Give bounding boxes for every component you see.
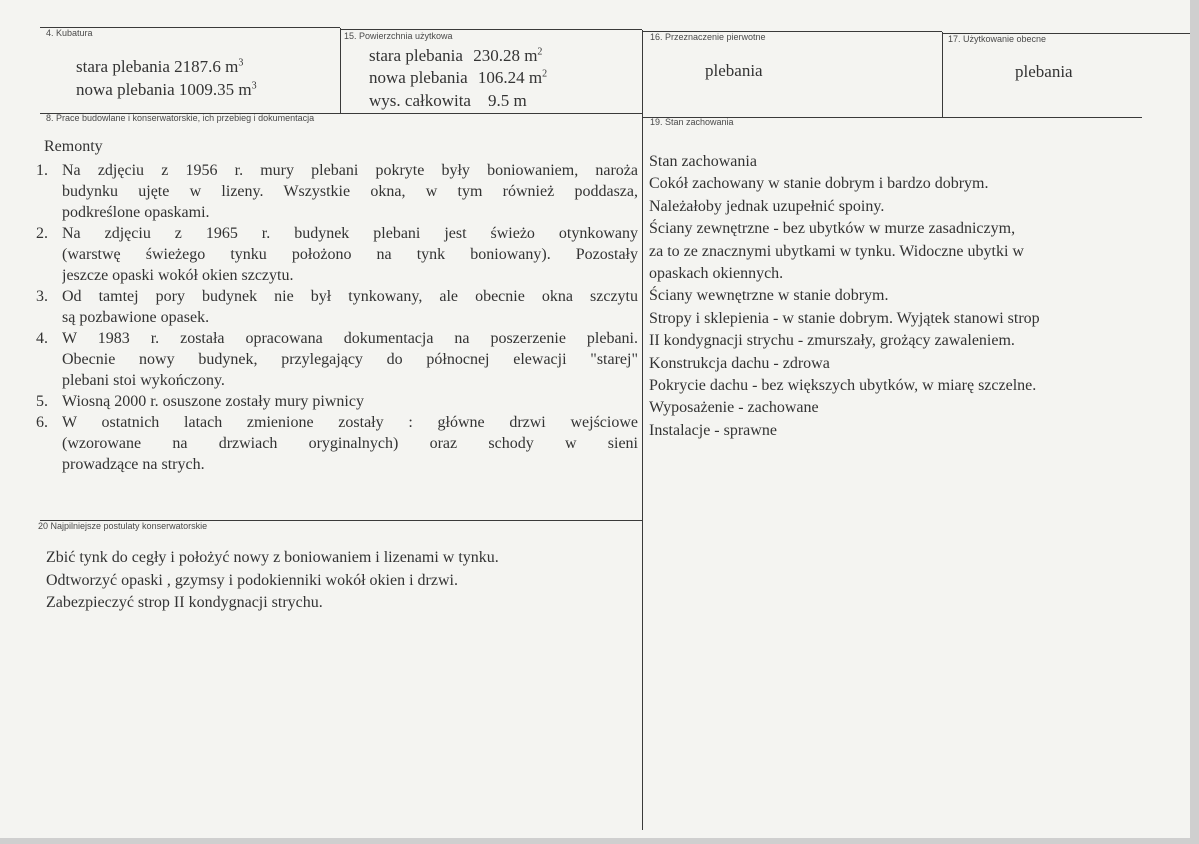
stan-line: Cokół zachowany w stanie dobrym i bardzo dobrym. bbox=[649, 175, 989, 193]
right-edge-shadow bbox=[1190, 0, 1199, 844]
powierzchnia-line-3: wys. całkowita 9.5 m bbox=[369, 91, 527, 110]
stan-line: opaskach okiennych. bbox=[649, 264, 784, 282]
postulaty-line: Odtworzyć opaski , gzymsy i podokienniki wokół okien i drzwi. bbox=[46, 571, 458, 589]
prace-item bbox=[36, 391, 638, 412]
powierzchnia-exponent: 2 bbox=[542, 68, 548, 80]
kubatura-line-2 bbox=[76, 80, 257, 100]
prace-item-number: 4. bbox=[36, 330, 48, 347]
stan-line: Stropy i sklepienia - w stanie dobrym. Wyjątek stanowi strop bbox=[649, 309, 1040, 327]
uzytkowanie-label: 17. Użytkowanie obecne bbox=[948, 34, 1047, 44]
prace-item-line: prowadzące na strych. bbox=[62, 456, 205, 473]
prace-label: 8. Prace budowlane i konserwatorskie, ich przebieg i dokumentacja bbox=[46, 113, 315, 123]
column-divider bbox=[340, 28, 341, 114]
prace-item-line: Obecnie nowy budynek, przylegający do północnej elewacji "starej" bbox=[62, 351, 638, 368]
stan-line: Należałoby jednak uzupełnić spoiny. bbox=[649, 197, 885, 215]
przeznaczenie-value: plebania bbox=[705, 61, 763, 80]
powierzchnia-line-2 bbox=[369, 68, 547, 88]
prace-item-line: W ostatnich latach zmienione zostały : główne drzwi wejściowe bbox=[62, 414, 638, 431]
prace-item bbox=[36, 160, 638, 223]
prace-item-line: plebani stoi wykończony. bbox=[62, 372, 225, 389]
stan-line: II kondygnacji strychu - zmurszały, grożący zawaleniem. bbox=[649, 332, 1015, 350]
powierzchnia-line-1 bbox=[369, 46, 542, 66]
prace-item-number: 6. bbox=[36, 414, 48, 431]
top-row-divider bbox=[340, 29, 642, 30]
stan-line: Ściany wewnętrzne w stanie dobrym. bbox=[649, 287, 889, 305]
stan-line: Instalacje - sprawne bbox=[649, 421, 777, 439]
prace-item-number: 3. bbox=[36, 288, 48, 305]
prace-item-line: jeszcze opaski wokół okien szczytu. bbox=[62, 267, 294, 284]
prace-item bbox=[36, 328, 638, 391]
przeznaczenie-label: 16. Przeznaczenie pierwotne bbox=[650, 32, 766, 42]
prace-item-line: Na zdjęciu z 1965 r. budynek plebani jest świeżo otynkowany bbox=[62, 225, 638, 242]
prace-item-line: są pozbawione opasek. bbox=[62, 309, 210, 326]
stan-line: Stan zachowania bbox=[649, 153, 757, 170]
powierzchnia-line-2-value: 106.24 m bbox=[477, 68, 543, 87]
prace-item-number: 2. bbox=[36, 225, 48, 242]
column-divider bbox=[642, 30, 643, 830]
bottom-edge-shadow bbox=[0, 838, 1199, 844]
prace-item bbox=[36, 223, 638, 286]
stan-label: 19. Stan zachowania bbox=[650, 117, 734, 127]
postulaty-line: Zbić tynk do cegły i położyć nowy z boniowaniem i lizenami w tynku. bbox=[46, 549, 499, 566]
powierzchnia-exponent: 2 bbox=[537, 46, 543, 58]
stan-line: Wyposażenie - zachowane bbox=[649, 399, 819, 417]
stan-line: Pokrycie dachu - bez większych ubytków, w miarę szczelne. bbox=[649, 376, 1037, 394]
prace-list bbox=[36, 160, 638, 475]
prace-item-number: 5. bbox=[36, 393, 48, 410]
prace-item-line: budynku ujęte w lizeny. Wszystkie okna, w tym również poddasza, bbox=[62, 183, 638, 200]
postulaty-line: Zabezpieczyć strop II kondygnacji strychu. bbox=[46, 594, 323, 611]
prace-item-line: (warstwę świeżego tynku położono na tynk boniowany). Pozostały bbox=[62, 246, 638, 263]
postulaty-list bbox=[46, 547, 499, 615]
prace-item bbox=[36, 412, 638, 475]
uzytkowanie-value: plebania bbox=[1015, 62, 1073, 81]
prace-heading: Remonty bbox=[44, 138, 103, 155]
prace-item-line: Na zdjęciu z 1956 r. mury plebani pokryte były boniowaniem, naroża bbox=[62, 162, 638, 179]
postulaty-label: 20 Najpilniejsze postulaty konserwatorskie bbox=[38, 521, 208, 531]
kubatura-label: 4. Kubatura bbox=[46, 28, 93, 38]
prace-item bbox=[36, 286, 638, 328]
stan-line: Konstrukcja dachu - zdrowa bbox=[649, 354, 830, 372]
kubatura-exponent: 3 bbox=[238, 57, 244, 69]
kubatura-exponent: 3 bbox=[251, 80, 257, 92]
kubatura-line-1 bbox=[76, 57, 243, 77]
kubatura-line-1-text: stara plebania 2187.6 m bbox=[76, 57, 239, 76]
prace-item-line: Od tamtej pory budynek nie był tynkowany, ale obecnie okna szczytu bbox=[62, 288, 638, 305]
kubatura-line-2-text: nowa plebania 1009.35 m bbox=[76, 80, 252, 99]
prace-item-number: 1. bbox=[36, 162, 48, 179]
powierzchnia-line-2-name: nowa plebania bbox=[369, 68, 468, 87]
powierzchnia-line-1-name: stara plebania bbox=[369, 46, 463, 65]
powierzchnia-label: 15. Powierzchnia użytkowa bbox=[344, 31, 453, 41]
column-divider bbox=[942, 32, 943, 118]
stan-list bbox=[649, 151, 1040, 442]
prace-item-line: Wiosną 2000 r. osuszone zostały mury piwnicy bbox=[62, 393, 364, 410]
stan-line: Ściany zewnętrzne - bez ubytków w murze zasadniczym, bbox=[649, 220, 1016, 238]
prace-item-line: (wzorowane na drzwiach oryginalnych) oraz schody w sieni bbox=[62, 435, 638, 452]
prace-item-line: podkreślone opaskami. bbox=[62, 204, 210, 221]
prace-item-line: W 1983 r. została opracowana dokumentacja na poszerzenie plebani. bbox=[62, 330, 638, 347]
powierzchnia-line-1-value: 230.28 m bbox=[473, 46, 538, 65]
stan-line: za to ze znacznymi ubytkami w tynku. Widoczne ubytki w bbox=[649, 242, 1024, 260]
